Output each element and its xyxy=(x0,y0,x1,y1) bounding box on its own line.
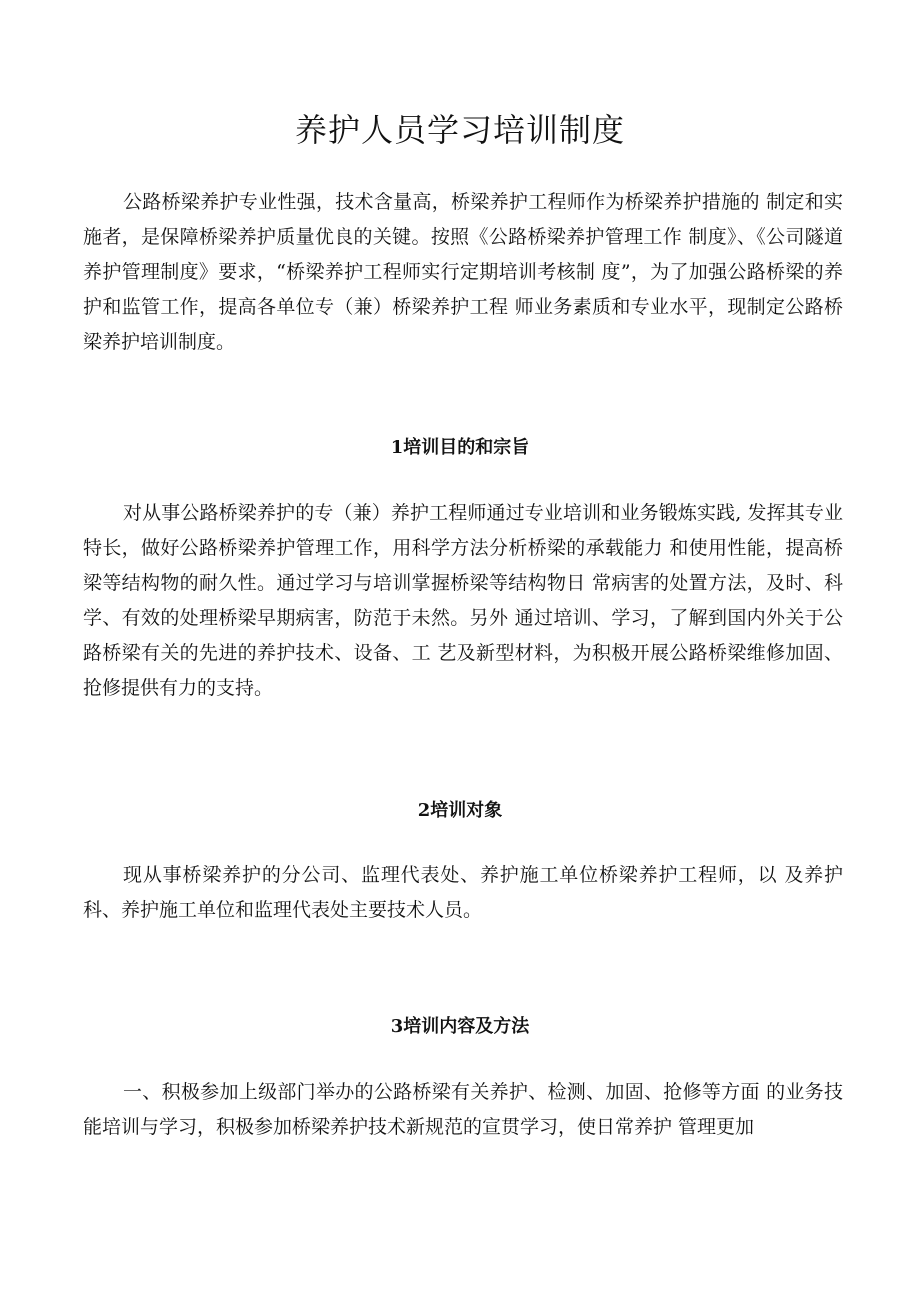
section-body-content-methods: 一、积极参加上级部门举办的公路桥梁有关养护、检测、加固、抢修等方面 的业务技能培训与学习，积极参加桥梁养护技术新规范的宣贯学习，使日常养护 管理更加 xyxy=(83,1081,843,1138)
section-heading-audience: 2培训对象 xyxy=(417,800,503,821)
section-heading-content-methods: 3培训内容及方法 xyxy=(390,1016,530,1037)
document-title: 养护人员学习培训制度 xyxy=(294,111,625,149)
section-heading-purpose: 1培训目的和宗旨 xyxy=(390,437,530,458)
section-body-audience: 现从事桥梁养护的分公司、监理代表处、养护施工单位桥梁养护工程师，以 及养护科、养护施工单位和监理代表处主要技术人员。 xyxy=(83,864,843,921)
intro-paragraph: 公路桥梁养护专业性强，技术含量高，桥梁养护工程师作为桥梁养护措施的 制定和实施者，是保障桥梁养护质量优良的关键。按照《公路桥梁养护管理工作 制度》、《公司隧道养护管理制度》要求，“桥梁养护工程师实行定期培训考核制 度”，为了加强公路桥梁的养护和监管工作，提高各单位专（兼）桥梁养护工程 师业务素质和专业水平，现制定公路桥梁养护培训制度。 xyxy=(83,191,843,353)
section-body-purpose: 对从事公路桥梁养护的专（兼）养护工程师通过专业培训和业务锻炼实践, 发挥其专业特长，做好公路桥梁养护管理工作，用科学方法分析桥梁的承载能力 和使用性能，提高桥梁等结构物的耐久性。通过学习与培训掌握桥梁等结构物日 常病害的处置方法，及时、科学、有效的处理桥梁早期病害，防范于未然。另外 通过培训、学习，了解到国内外关于公路桥梁有关的先进的养护技术、设备、工 艺及新型材料，为积极开展公路桥梁维修加固、抢修提供有力的支持。 xyxy=(83,502,843,699)
